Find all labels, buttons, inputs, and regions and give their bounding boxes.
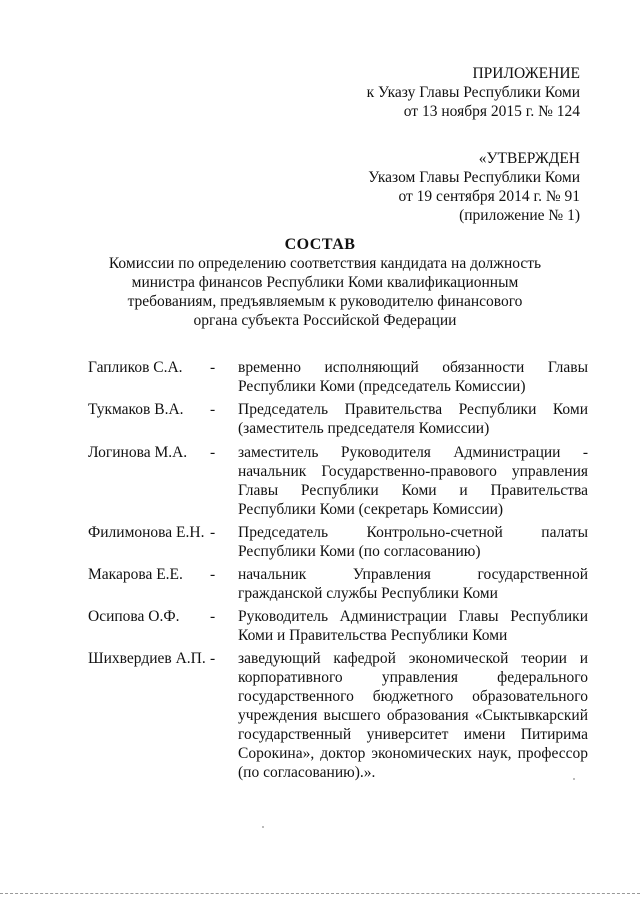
member-name: Шихвердиев А.П. (88, 650, 206, 667)
approval-decree-ref: Указом Главы Республики Коми (368, 169, 580, 186)
member-dash: - (210, 524, 216, 541)
approval-decree-date: от 19 сентября 2014 г. № 91 (398, 188, 580, 205)
subtitle-line: Комиссии по определению соответствия кандидата на должность (108, 255, 542, 272)
approval-label: «УТВЕРЖДЕН (478, 150, 580, 167)
member-row (88, 358, 588, 396)
appendix-header (367, 64, 580, 121)
scan-speck (262, 826, 264, 828)
member-role: Председатель Правительства Республики Коми (заместитель председателя Комиссии) (238, 401, 588, 437)
approval-appendix-number: (приложение № 1) (459, 207, 580, 224)
document-title: СОСТАВ (284, 236, 356, 253)
member-row (88, 565, 588, 603)
member-name: Тукмаков В.А. (88, 401, 184, 418)
member-row (88, 443, 588, 519)
member-row (88, 400, 588, 438)
member-row (88, 649, 588, 782)
member-dash: - (210, 566, 216, 583)
member-name: Логинова М.А. (88, 444, 188, 461)
member-name: Гапликов С.А. (88, 359, 183, 376)
member-dash: - (210, 650, 216, 667)
document-subtitle (95, 254, 555, 330)
member-role: Председатель Контрольно-счетной палаты Республики Коми (по согласованию) (238, 524, 588, 560)
member-dash: - (210, 359, 216, 376)
scan-edge-line (0, 893, 640, 895)
appendix-label: ПРИЛОЖЕНИЕ (472, 65, 580, 82)
commission-members-list (88, 358, 588, 782)
member-name: Осипова О.Ф. (88, 608, 180, 625)
member-name: Макарова Е.Е. (88, 566, 183, 583)
member-dash: - (210, 401, 216, 418)
member-name: Филимонова Е.Н. (88, 524, 205, 541)
appendix-decree-date: от 13 ноября 2015 г. № 124 (403, 103, 580, 120)
subtitle-line: министра финансов Республики Коми квалификационным (131, 274, 519, 291)
approval-header (368, 149, 580, 225)
subtitle-line: органа субъекта Российской Федерации (193, 312, 457, 329)
member-row (88, 607, 588, 645)
member-dash: - (210, 608, 216, 625)
appendix-decree-ref: к Указу Главы Республики Коми (366, 84, 580, 101)
member-role: Руководитель Администрации Главы Республики Коми и Правительства Республики Коми (238, 608, 588, 644)
member-role: заведующий кафедрой экономической теории и корпоративного управления федерального государственного бюджетного образовательного учреждения высшего образования «Сыктывкарский государственный университет имени Питирима Сорокина», доктор экономических наук, профессор (по согласованию).». (238, 650, 588, 781)
member-role: заместитель Руководителя Администрации - начальник Государственно-правового управления Главы Республики Коми и Правительства Республики Коми (секретарь Комиссии) (238, 444, 588, 518)
member-dash: - (210, 444, 216, 461)
member-row (88, 523, 588, 561)
scan-speck (573, 778, 575, 780)
member-role: начальник Управления государственной гражданской службы Республики Коми (238, 566, 588, 602)
subtitle-line: требованиям, предъявляемым к руководителю финансового (127, 293, 523, 310)
member-role: временно исполняющий обязанности Главы Республики Коми (председатель Комиссии) (238, 359, 588, 395)
